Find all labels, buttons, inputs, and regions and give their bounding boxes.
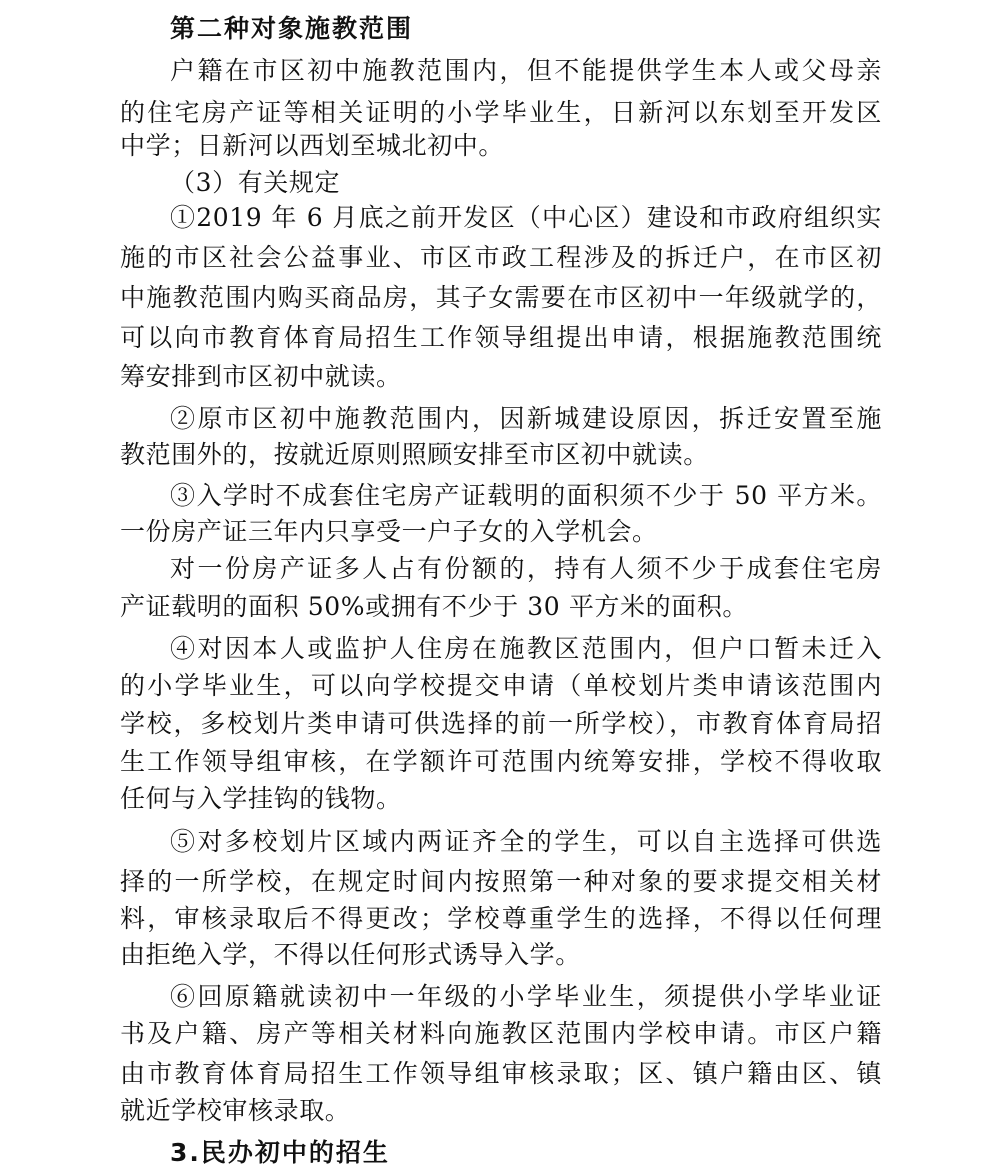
section-heading: 第二种对象施教范围 xyxy=(170,14,414,43)
paragraph-line: 户籍在市区初中施教范围内，但不能提供学生本人或父母亲 xyxy=(170,56,882,85)
paragraph-line: 料，审核录取后不得更改；学校尊重学生的选择，不得以任何理 xyxy=(120,904,882,933)
paragraph-line: 由市教育体育局招生工作领导组审核录取；区、镇户籍由区、镇 xyxy=(120,1059,882,1088)
paragraph-line: ②原市区初中施教范围内，因新城建设原因，拆迁安置至施 xyxy=(170,404,882,433)
paragraph-line: 教范围外的，按就近原则照顾安排至市区初中就读。 xyxy=(120,440,709,469)
paragraph-line: ⑤对多校划片区域内两证齐全的学生，可以自主选择可供选 xyxy=(170,827,882,856)
section-heading: 3.民办初中的招生 xyxy=(170,1138,390,1167)
paragraph-line: ③入学时不成套住宅房产证载明的面积须不少于 50 平方米。 xyxy=(170,481,882,510)
paragraph-line: 择的一所学校，在规定时间内按照第一种对象的要求提交相关材 xyxy=(120,867,882,896)
paragraph-line: 一份房产证三年内只享受一户子女的入学机会。 xyxy=(120,517,658,546)
paragraph-line: ①2019 年 6 月底之前开发区（中心区）建设和市政府组织实 xyxy=(170,203,882,232)
paragraph-line: 就近学校审核录取。 xyxy=(120,1096,351,1125)
paragraph-line: ⑥回原籍就读初中一年级的小学毕业生，须提供小学毕业证 xyxy=(170,982,882,1011)
paragraph-line: 中学；日新河以西划至城北初中。 xyxy=(120,131,505,160)
paragraph-line: （3）有关规定 xyxy=(170,168,341,197)
paragraph-line: 学校，多校划片类申请可供选择的前一所学校），市教育体育局招 xyxy=(120,709,882,738)
paragraph-line: 的住宅房产证等相关证明的小学毕业生，日新河以东划至开发区 xyxy=(120,98,882,127)
paragraph-line: 产证载明的面积 50%或拥有不少于 30 平方米的面积。 xyxy=(120,592,749,621)
paragraph-line: ④对因本人或监护人住房在施教区范围内，但户口暂未迁入 xyxy=(170,634,882,663)
paragraph-line: 对一份房产证多人占有份额的，持有人须不少于成套住宅房 xyxy=(170,554,882,583)
paragraph-line: 施的市区社会公益事业、市区市政工程涉及的拆迁户，在市区初 xyxy=(120,243,882,272)
paragraph-line: 任何与入学挂钩的钱物。 xyxy=(120,784,402,813)
paragraph-line: 筹安排到市区初中就读。 xyxy=(120,362,402,391)
paragraph-line: 生工作领导组审核，在学额许可范围内统筹安排，学校不得收取 xyxy=(120,747,882,776)
paragraph-line: 中施教范围内购买商品房，其子女需要在市区初中一年级就学的， xyxy=(120,283,882,312)
paragraph-line: 的小学毕业生，可以向学校提交申请（单校划片类申请该范围内 xyxy=(120,671,882,700)
paragraph-line: 书及户籍、房产等相关材料向施教区范围内学校申请。市区户籍 xyxy=(120,1019,882,1048)
paragraph-line: 可以向市教育体育局招生工作领导组提出申请，根据施教范围统 xyxy=(120,323,882,352)
paragraph-line: 由拒绝入学，不得以任何形式诱导入学。 xyxy=(120,940,581,969)
